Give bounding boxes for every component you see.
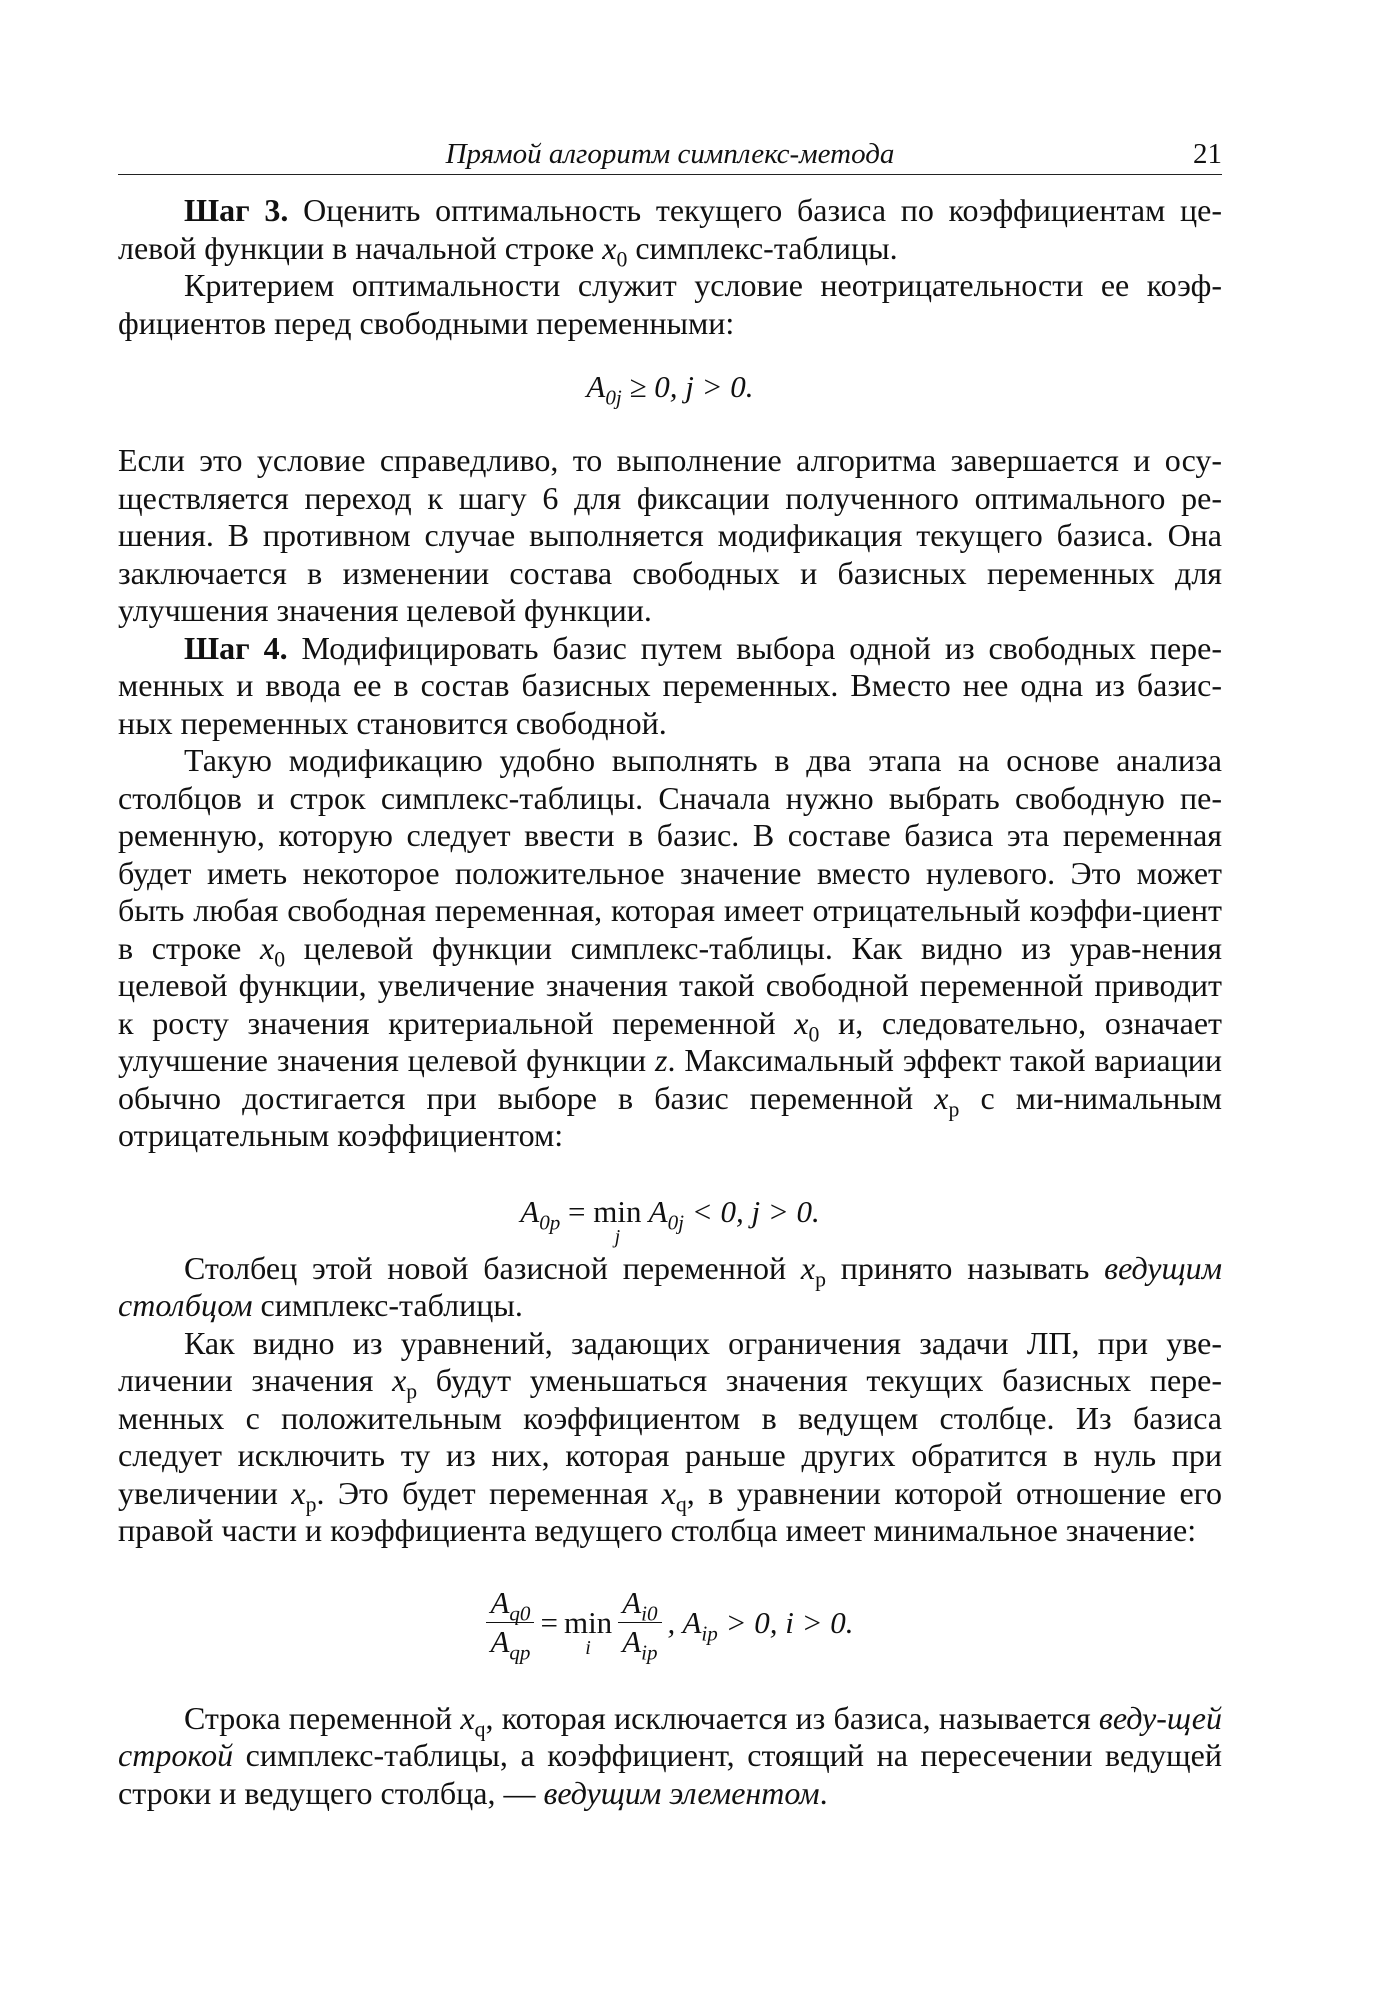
paragraph-constraints [118,1325,1222,1550]
var-x: x [661,1474,676,1511]
formula-sub: ip [641,1640,658,1665]
paragraph-step3 [118,192,1223,272]
text-span: симплекс-таблицы. [252,1287,523,1323]
var-sub: p [815,1267,826,1292]
formula-condition [667,1604,854,1646]
text-span: и, следовательно, означает улучшение значения целевой функции [118,1004,1222,1078]
var-sub: p [406,1379,418,1404]
fraction-left [486,1585,534,1665]
formula-equals: = [560,1193,594,1229]
formula-symbol: , A [667,1604,702,1640]
text-span: целевой функции симплекс-таблицы. Как видно из урав-нения целевой функции, увеличение значения такой свободной переменной приводит к росту значения критериальной переменной [118,929,1223,1041]
formula-sub: 0j [605,385,622,410]
term-pivot-element: ведущим элементом [543,1774,820,1811]
min-index: i [585,1636,591,1659]
min-label: min [563,1604,613,1640]
text-span: . [819,1774,828,1811]
var-sub: 0 [808,1022,820,1047]
text-span: Столбец этой новой базисной переменной [184,1249,801,1286]
text-span: . Это будет переменная [316,1474,662,1511]
running-title: Прямой алгоритм симплекс-метода [445,138,895,170]
var-sub: p [948,1097,960,1122]
page-body [118,192,1222,1812]
paragraph-pivot-column [118,1250,1222,1325]
var-x: x [260,929,275,966]
formula-row [118,1558,1222,1688]
paragraph-step4 [118,630,1222,743]
var-x: x [794,1004,809,1041]
formula-sub: 0j [667,1209,685,1234]
text-span: , которая исключается из базиса, называется [485,1699,1099,1736]
var-sub: p [305,1492,317,1517]
text-span: Оценить оптимальность текущего базиса по коэффициентам це-левой функции в начальной строке [118,192,1223,266]
paragraph-modification [118,742,1222,1155]
formula-pivot-column [118,1155,1222,1250]
text-span: . Максимальный эффект такой вариации обычно достигается при выборе в базис переменной [118,1042,1222,1116]
fraction-numerator [618,1585,661,1626]
fraction-denominator [486,1623,534,1665]
var-x: x [800,1249,816,1286]
formula-text: > 0, i > 0. [717,1604,854,1640]
formula-sub: q0 [509,1601,531,1626]
fraction-denominator [618,1623,661,1665]
text-span: симплекс-таблицы. [627,229,898,266]
formula-symbol: A [520,1193,540,1229]
formula-symbol: A [622,1585,642,1620]
formula-symbol: A [641,1193,668,1229]
min-operator [563,1604,613,1659]
text-span: с ми-нимальным отрицательным коэффициентом: [118,1079,1223,1153]
term-pivot-row: веду-щей строкой [118,1699,1222,1773]
term-pivot-column: ведущим столбцом [118,1249,1223,1323]
formula-optimality [118,342,1222,442]
min-operator [593,1193,642,1248]
text-span: Как видно из уравнений, задающих ограничения задачи ЛП, при уве-личении значения [118,1324,1222,1398]
text-span: будут уменьшаться значения текущих базисных пере-менных с положительным коэффициентом в ведущем столбце. Из базиса следует исключить ту из них, которая раньше других обратится в нуль при увеличении [118,1362,1223,1511]
var-x: x [460,1699,475,1736]
step3-label: Шаг 3. [184,192,289,228]
var-z: z [655,1042,668,1078]
text-span: Модифицировать базис путем выбора одной из свободных пере-менных и ввода ее в состав базисных переменных. Вместо нее одна из базис-ных переменных становится свободной. [118,629,1223,741]
var-x: x [934,1079,949,1116]
running-header [118,134,1222,175]
min-label: min [593,1193,642,1229]
paragraph-criterion: Критерием оптимальности служит условие неотрицательности ее коэф-фициентов перед свободными переменными: [118,267,1222,341]
paragraph-pivot-row [118,1700,1222,1813]
var-sub: q [474,1717,486,1742]
min-index: j [614,1225,621,1248]
page-number: 21 [1193,138,1222,170]
text-span: Строка переменной [184,1699,461,1736]
fraction-right [618,1585,661,1665]
fraction-numerator [486,1585,534,1626]
text-span: симплекс-таблицы, а коэффициент, стоящий на пересечении ведущей строки и ведущего столбца, — [118,1737,1222,1811]
formula-sub: i0 [641,1601,658,1626]
var-sub: q [675,1492,687,1517]
formula-symbol: A [622,1624,642,1659]
var-sub: 0 [616,247,628,272]
var-sub: 0 [274,947,286,972]
formula-symbol: A [586,369,606,404]
text-span: , в уравнении которой отношение его правой части и коэффициента ведущего столбца имеет минимальное значение: [118,1474,1223,1548]
text-span: принято называть [825,1249,1105,1286]
formula-sub: ip [701,1621,718,1646]
var-x: x [291,1474,306,1511]
formula-sub: qp [509,1640,531,1665]
step4-label: Шаг 4. [184,629,288,666]
formula-symbol: A [490,1624,510,1659]
formula-symbol: A [490,1585,510,1620]
formula-sub: 0p [539,1209,561,1234]
formula-text: < 0, j > 0. [684,1193,820,1229]
var-x: x [602,229,617,266]
var-x: x [392,1362,407,1398]
text-span: Такую модификацию удобно выполнять в два этапа на основе анализа столбцов и строк симплекс-таблицы. Сначала нужно выбрать свободную пе-ременную, которую следует ввести в базис. В составе базиса эта переменная будет иметь некоторое положительное значение вместо нулевого. Это может быть любая свободная переменная, которая имеет отрицательный коэффи-циент в строке [118,742,1222,966]
formula-pivot-row [118,1550,1222,1700]
paragraph-condition: Если это условие справедливо, то выполнение алгоритма завершается и осу-ществляется переход к шагу 6 для фиксации полученного оптимального ре-шения. В противном случае выполняется модификация текущего базиса. Она заключается в изменении состава свободных и базисных переменных для улучшения значения целевой функции. [118,442,1222,628]
formula-text: ≥ 0, j > 0. [621,369,754,404]
formula-equals: = [540,1604,558,1640]
